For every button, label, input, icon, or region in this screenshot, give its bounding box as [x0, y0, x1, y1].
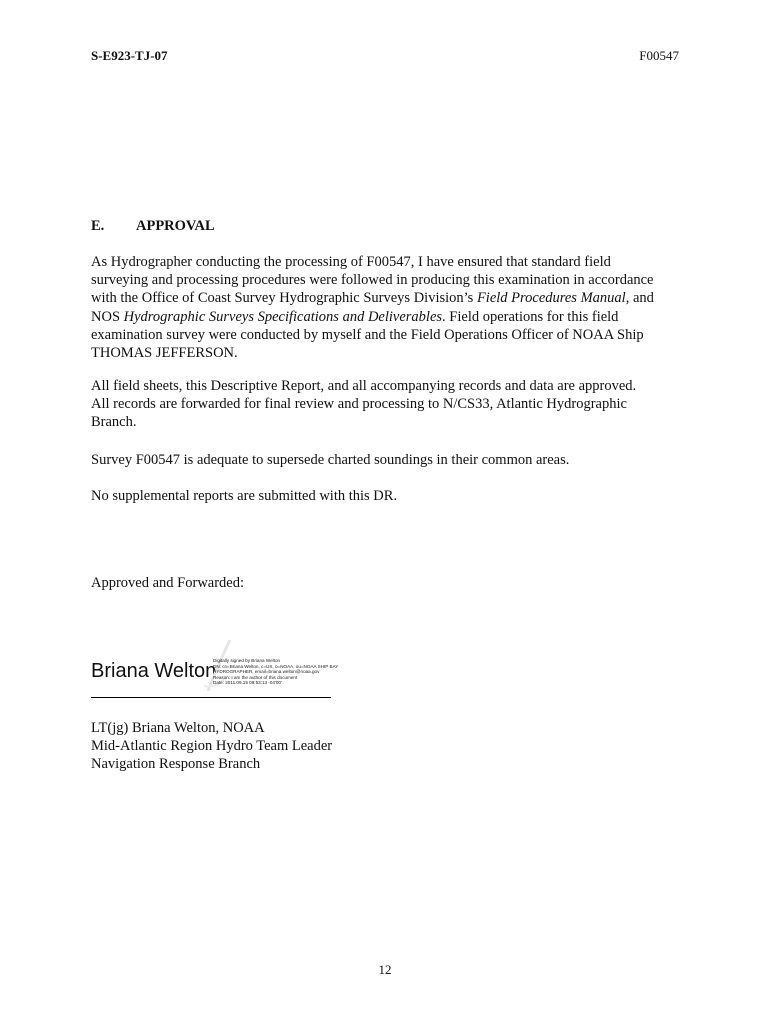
section-letter: E.	[91, 218, 105, 234]
header-report-id: S-E923-TJ-07	[91, 48, 168, 63]
paragraph-line: examination survey were conducted by myself and the Field Operations Officer of NOAA Ship	[91, 326, 644, 343]
paragraph-line	[91, 289, 691, 307]
supplemental-paragraph: No supplemental reports are submitted with this DR.	[91, 488, 398, 504]
paragraph-text: . Field operations for this field	[442, 308, 619, 325]
section-heading	[91, 218, 215, 235]
signature-line	[91, 697, 331, 698]
specifications-title: Hydrographic Surveys Specifications and Deliverables	[123, 308, 443, 325]
adequacy-paragraph: Survey F00547 is adequate to supersede charted soundings in their common areas.	[91, 452, 570, 468]
records-paragraph	[91, 377, 691, 432]
page-number: 12	[378, 962, 392, 977]
signature-detail-line: Date: 2011.09.15 09:53:13 -04'00'	[213, 680, 282, 686]
paragraph-text: , and	[625, 290, 654, 307]
signer-block	[91, 719, 332, 774]
digital-signature-details	[213, 658, 343, 686]
paragraph-line: As Hydrographer conducting the processing of F00547, I have ensured that standard field	[91, 254, 611, 270]
paragraph-text: NOS	[91, 308, 124, 325]
signer-name: LT(jg) Briana Welton, NOAA	[91, 720, 265, 736]
signature-name: Briana Welton	[91, 660, 217, 682]
signer-title: Mid-Atlantic Region Hydro Team Leader	[91, 738, 333, 755]
signature-detail-line: DN: cn=Briana Welton, c=US, o=NOAA, ou=NOAA SHIP BAY	[213, 663, 339, 669]
section-title: APPROVAL	[136, 218, 215, 234]
paragraph-line: All records are forwarded for final review and processing to N/CS33, Atlantic Hydrographic	[91, 396, 627, 413]
paragraph-line	[91, 308, 691, 326]
approval-paragraph	[91, 253, 691, 362]
header-survey-id: F00547	[639, 48, 679, 63]
signature-detail-line: HYDROGRAPHER, email=briana.welton@noaa.gov	[213, 669, 320, 675]
signature-detail-line: Reason: I am the author of this document	[213, 674, 298, 680]
manual-title: Field Procedures Manual	[476, 290, 626, 307]
paragraph-line: surveying and processing procedures were followed in producing this examination in accordance	[91, 272, 654, 289]
paragraph-line: THOMAS JEFFERSON.	[91, 345, 238, 362]
signature-detail-line: Digitally signed by Briana Welton	[213, 658, 281, 663]
approved-label: Approved and Forwarded:	[91, 575, 245, 591]
paragraph-line: Branch.	[91, 414, 137, 431]
paragraph-line: All field sheets, this Descriptive Report, and all accompanying records and data are approved.	[91, 378, 637, 394]
signer-branch: Navigation Response Branch	[91, 756, 261, 773]
paragraph-text: with the Office of Coast Survey Hydrographic Surveys Division’s	[91, 290, 477, 307]
